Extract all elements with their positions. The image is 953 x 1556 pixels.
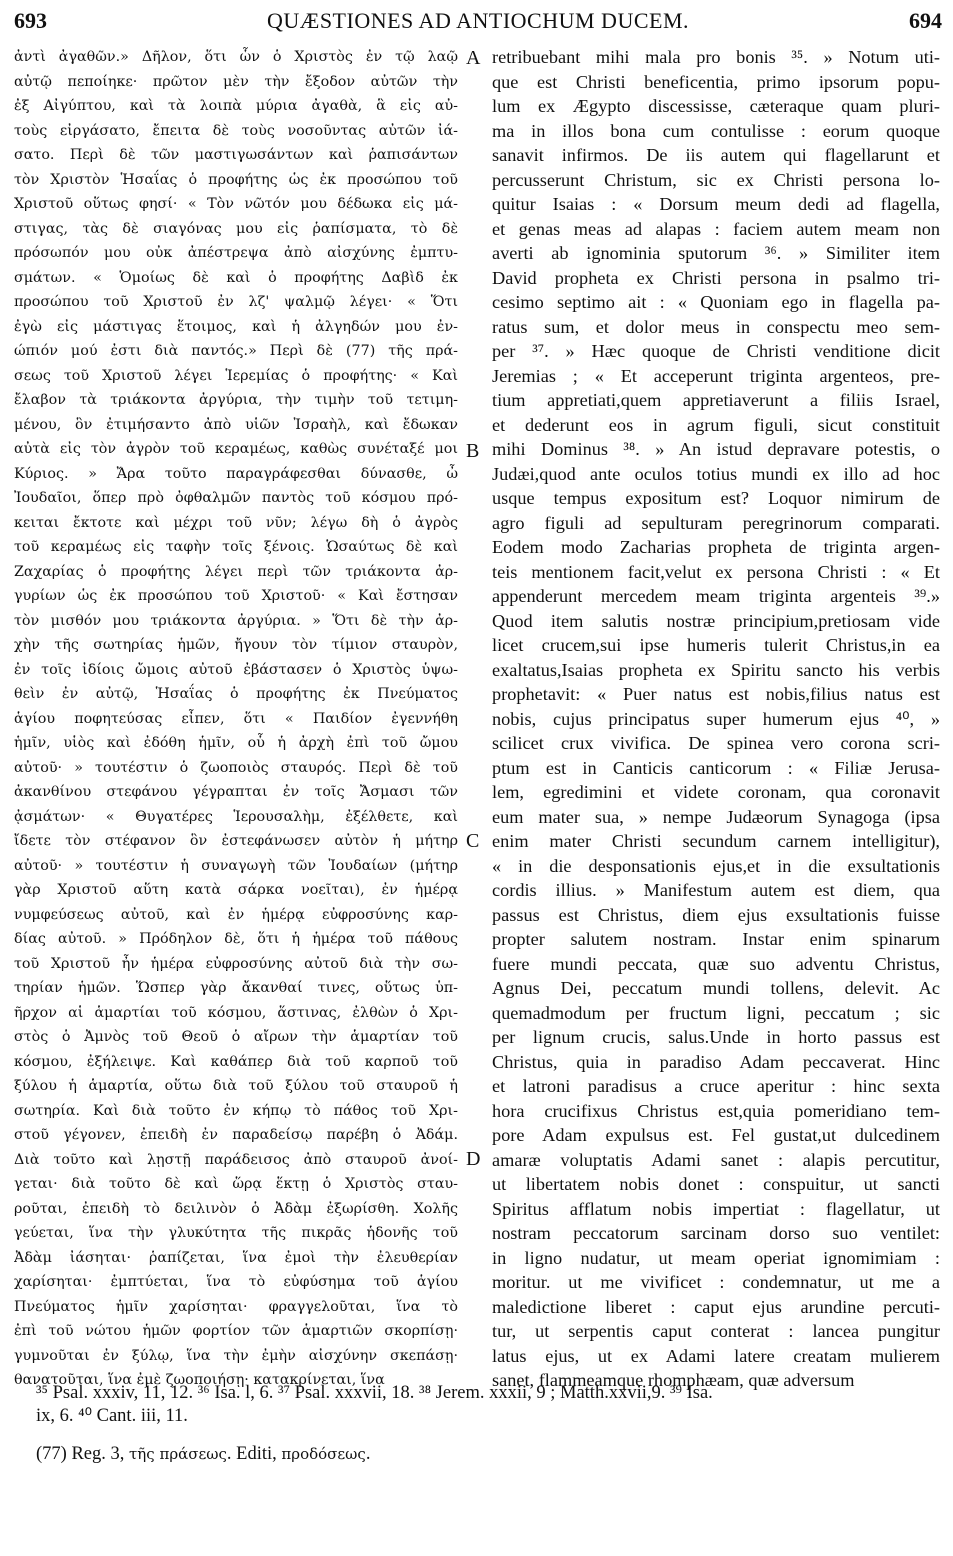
latin-text-line: et dederunt eos in agrum figuli, sicut constituit [492, 414, 940, 435]
latin-text-line: eum mater sua, » nempe Judæorum Synagoga (ipsa [492, 806, 940, 827]
greek-text-line: ἡμῖν, υἱὸς καὶ ἐδόθη ἡμῖν, οὗ ἡ ἀρχὴ ἐπὶ τοῦ ὤμου [14, 735, 458, 751]
greek-text-line: γεύεται, ἵνα τὴν γλυκύτητα τῆς πικρᾶς ἡδονῆς τοῦ [14, 1225, 458, 1241]
latin-text-line: cordis illius. » Manifestum autem est diem, qua [492, 880, 940, 900]
margin-letter-d: D [466, 1148, 481, 1170]
greek-text-line: ἐπὶ τοῦ νώτου ἡμῶν φορτίον τῶν ἁμαρτιῶν σκορπίσῃ· [14, 1323, 458, 1339]
latin-text-line: et latroni paradisus a cruce aperitur : hinc sexta [492, 1076, 940, 1096]
greek-text-line: ᾀσμάτων· « Θυγατέρες Ἱερουσαλὴμ, ἐξέλθετε, καὶ [14, 808, 458, 825]
greek-text-line: τοὺς εἰργάσατο, ἔπειτα δὲ τοὺς νοσοῦντας αὐτῶν ἰά- [14, 122, 458, 139]
greek-text-line: χὴν τῆς σωτηρίας ἡμῶν, ἤγουν τὸν τίμιον σταυρὸν, [14, 637, 458, 653]
greek-text-line: ροῦται, ἐπειδὴ τὸ δειλινὸν ὁ Ἀδὰμ ἐξωρίσθη. Χολῆς [14, 1200, 458, 1217]
latin-text-line: David propheta ex Christi persona in psalmo tri- [492, 267, 940, 288]
greek-text-line: θεὶν ἐν αὐτῷ, Ἡσαΐας ὁ προφήτης ἐκ Πνεύματος [14, 686, 458, 702]
greek-text-line: αὐτοῦ· » τουτέστιν ὁ ζωοποιὸς σταυρός. Περὶ δὲ τοῦ [14, 759, 458, 776]
latin-text-line: percusserunt Christum, sic ex Christi persona lo- [492, 169, 940, 190]
greek-text-line: τοῦ Χριστοῦ ἦν ἡμέρα εὐφροσύνης αὐτοῦ διὰ τὴν σω- [14, 955, 458, 972]
greek-text-line: ἀντὶ ἀγαθῶν.» Δῆλον, ὅτι ὧν ὁ Χριστὸς ἐν τῷ λαῷ [14, 49, 458, 65]
latin-text-line: tur, ut serpentis caput conterat : lancea pungitur [492, 1321, 940, 1341]
note-greek-reading: τῆς πράσεως [129, 1445, 227, 1463]
latin-text-line: usque tempus expositum est? Loquor nimirum de [492, 488, 940, 508]
latin-text-line: Jeremias ; « Et acceperunt triginta argenteos, pre- [492, 365, 940, 386]
latin-text-line: et genas meas ad alapas : faciem autem meam non [492, 218, 940, 239]
latin-text-line: mihi Dominus ³⁸. » An istud depravare potestis, o [492, 439, 940, 459]
greek-text-line: χαρίσηται· ἐμπτύεται, ἵνα τὸ εὐφύσημα τοῦ ἁγίου [14, 1274, 458, 1290]
latin-text-line: nostram peccatorum sarcinam dorso suo ventilet: [492, 1223, 940, 1243]
page-number-left: 693 [14, 8, 47, 33]
latin-text-line: ptum est in Canticis canticorum : « Filiæ Jerusa- [492, 757, 940, 778]
greek-text-line: Διὰ τοῦτο καὶ λῃστῇ παράδεισος ἀπὸ σταυροῦ ἀνοί- [14, 1151, 458, 1168]
greek-text-line: ἐξ Αἰγύπτου, καὶ τὰ λοιπὰ μύρια ἀγαθὰ, ἃ εἰς αὐ- [14, 98, 458, 114]
latin-text-line: cesimo septimo ait : « Quoniam ego in flagella pa- [492, 292, 940, 312]
latin-text-line: pore Adam expulsus est. Fel gustat,ut dulcedinem [492, 1125, 940, 1145]
latin-text-line: teis mentionem facit,velut ex persona Christi : « Et [492, 561, 940, 582]
latin-column [492, 45, 940, 1393]
latin-text-line: scilicet crux vivifica. De spinea vero corona scri- [492, 733, 940, 753]
note-suffix: . [365, 1444, 371, 1464]
latin-text-line: fuere mundi peccata, quæ suo adventu Christus, [492, 953, 940, 974]
latin-text-line: quemadmodum per fructum ligni, peccatum ; sic [492, 1002, 940, 1023]
latin-text-line: per ³⁷. » Hæc quoque de Christi venditione dicit [492, 341, 940, 361]
latin-text-line: tium appretiati,quem appretiaverunt a filiis Israel, [492, 390, 940, 410]
greek-text-line: αὐτῷ πεποίηκε· πρῶτον μὲν τὴν ἔξοδον αὐτῶν τὴν [14, 73, 458, 90]
note-greek-variant: προδόσεως [281, 1445, 366, 1463]
latin-text-line: licet crucem,sui ipse humeris tulerit Christus,in ea [492, 635, 940, 655]
greek-text-line: πρόσωπόν μου οὐκ ἀπέστρεψα ἀπὸ αἰσχύνης ἐμπτυ- [14, 245, 458, 261]
footnotes [36, 1382, 941, 1428]
latin-text-line: sanet, flammeamque rhomphæam, quæ adversum [492, 1370, 855, 1390]
greek-text-line: τὸν Χριστὸν Ἡσαΐας ὁ προφήτης ὡς ἐκ προσώπου τοῦ [14, 171, 458, 188]
latin-text-line: in ligno nudatur, ut meam operiat ignomimiam : [492, 1247, 940, 1268]
greek-text-line: κειται ἔκτοτε καὶ μέχρι τοῦ νῦν; λέγω δὴ ὁ ἀγρὸς [14, 514, 458, 531]
greek-text-line: ώπιόν μού ἐστι διὰ παντός.» Περὶ δὲ (77) τῆς πρά- [14, 343, 458, 359]
latin-text-line: agro figuli ad sepulturam peregrinorum comparati. [492, 512, 940, 533]
latin-text-line: Judæi,quod ante oculos totius mundi ex illo ad hoc [492, 463, 940, 484]
latin-text-line: Quod item salutis nostræ principium,pretiosam vide [492, 610, 940, 631]
latin-text-line: per lignum crucis, salus.Unde in horto passus est [492, 1027, 940, 1047]
greek-text-line: στὸς ὁ Ἀμνὸς τοῦ Θεοῦ ὁ αἴρων τὴν ἁμαρτίαν τοῦ [14, 1029, 458, 1045]
greek-text-line: τὸν μισθόν μου τριάκοντα ἀργύρια. » Ὅτι δὲ τὴν ἀρ- [14, 612, 458, 629]
greek-text-line: Ζαχαρίας ὁ προφήτης λέγει περὶ τῶν τριάκοντα ἀρ- [14, 563, 458, 580]
latin-text-line: latus ejus, ut ex Adami latere creatam mulierem [492, 1345, 940, 1366]
editorial-note [36, 1444, 370, 1465]
greek-text-line: Χριστοῦ οὕτως φησί· « Τὸν νῶτόν μου δέδωκα εἰς μά- [14, 196, 458, 212]
greek-text-line: σμάτων. « Ὁμοίως δὲ καὶ ὁ προφήτης Δαβὶδ ἐκ [14, 269, 458, 286]
greek-text-line: νυμφεύσεως αὐτοῦ, καὶ ἐν ἡμέρᾳ εὐφροσύνης καρ- [14, 906, 458, 923]
greek-text-line: αὐτὰ εἰς τὸν ἀγρὸν τοῦ κεραμέως, καθὼς συνέταξέ μοι [14, 441, 458, 457]
latin-text-line: Christus, quia in paradiso Adam peccaverat. Hinc [492, 1051, 940, 1072]
greek-text-line: γεται· διὰ τοῦτο δὲ καὶ ὥρᾳ ἕκτῃ ὁ Χριστὸς σταυ- [14, 1176, 458, 1192]
note-prefix: (77) Reg. 3, [36, 1444, 129, 1464]
latin-text-line: Spiritus afflatum nobis impertiat : flagellatur, ut [492, 1198, 940, 1219]
latin-text-line: prophetavit: « Puer natus est nobis,filius natus est [492, 684, 940, 704]
running-title: QUÆSTIONES AD ANTIOCHUM DUCEM. [266, 8, 690, 33]
greek-text-line: αὐτοῦ· » τουτέστιν ἡ συναγωγὴ τῶν Ἰουδαίων (μήτηρ [14, 857, 458, 874]
greek-text-line: ξύλου ἡ ἁμαρτία, οὕτω διὰ τοῦ ξύλου τοῦ σταυροῦ ἡ [14, 1078, 458, 1094]
latin-text-line: maledictione liberet : caput ejus arundine percuti- [492, 1296, 940, 1317]
latin-text-line: ut libertatem nobis donet : conspuitur, ut sancti [492, 1174, 940, 1194]
greek-text-line: γυρίων ὡς ἐκ προσώπου τοῦ Χριστοῦ· « Καὶ ἔστησαν [14, 588, 458, 604]
latin-text-line: hora crucifixus Christus est,quia pomeridiano tem- [492, 1100, 940, 1121]
latin-text-line: lum ex Ægypto discessisse, cæteraque quam pluri- [492, 96, 940, 116]
margin-letter-b: B [466, 440, 480, 462]
latin-text-line: retribuebant mihi mala pro bonis ³⁵. » Notum uti- [492, 47, 940, 67]
latin-text-line: nobis, cujus principatus super humerum ejus ⁴⁰, » [492, 708, 940, 729]
greek-text-line: ἐγὼ εἰς μάστιγας ἕτοιμος, καὶ ἡ ἀλγηδών μου ἐν- [14, 318, 458, 335]
latin-text-line: que est Christi beneficentia, primo ipsorum popu- [492, 71, 940, 92]
greek-text-line: προσώπου τοῦ Χριστοῦ ἐν λζ' ψαλμῷ λέγει· « Ὅτι [14, 294, 458, 310]
greek-text-line: Πνεύματος ἡμῖν χαρίσηται· φραγγελοῦται, ἵνα τὸ [14, 1298, 458, 1315]
greek-text-line: σωτηρία. Καὶ διὰ τοῦτο ἐν κήπῳ τὸ πάθος τοῦ Χρι- [14, 1102, 458, 1119]
margin-letter-c: C [466, 830, 480, 852]
latin-text-line: « in die desponsationis ejus,et in die exsultationis [492, 855, 940, 876]
latin-text-line: averti ab ignominia sputorum ³⁶. » Similiter item [492, 243, 940, 263]
latin-text-line: moritur. ut me vivificet : condemnatur, ut me a [492, 1272, 940, 1292]
greek-text-line: μένου, ὃν ἐτιμήσαντο ἀπὸ υἱῶν Ἰσραὴλ, καὶ ἔδωκαν [14, 416, 458, 433]
greek-text-line: δίας αὐτοῦ. » Πρόδηλον δὲ, ὅτι ἡ ἡμέρα τοῦ πάθους [14, 931, 458, 947]
margin-letter-a: A [466, 47, 481, 69]
latin-text-line: ratus sum, et dolor meus in conspectu meo sem- [492, 316, 940, 337]
greek-text-line: Ἀδὰμ ἰάσηται· ῥαπίζεται, ἵνα ἐμοὶ τὴν ἐλευθερίαν [14, 1249, 458, 1266]
greek-text-line: ἀκανθίνου στεφάνου γέγραπται ἐν τοῖς Ἄσμασι τῶν [14, 784, 458, 800]
latin-text-line: passus est Christus, diem ejus exsultationis fuisse [492, 904, 940, 925]
latin-text-line: appenderunt mercedem meam triginta argenteis ³⁹.» [492, 586, 940, 606]
greek-text-line: ἔλαβον τὰ τριάκοντα ἀργύρια, τὴν τιμὴν τοῦ τετιμη- [14, 392, 458, 408]
greek-text-line: γυμνοῦται ἐν ξύλῳ, ἵνα τὴν ἐμὴν αἰσχύνην σκεπάσῃ· [14, 1347, 458, 1364]
greek-text-line: γὰρ Χριστοῦ αὕτη κατὰ σάρκα νοεῖται), ἐν ἡμέρᾳ [14, 882, 458, 898]
greek-text-line: ἴδετε τὸν στέφανον ὃν ἐστεφάνωσεν αὐτὸν ἡ μήτηρ [14, 833, 458, 849]
latin-text-line: lem, egredimini et videte coronam, qua coronavit [492, 782, 940, 802]
page-header [14, 8, 942, 38]
latin-text-line: enim mater Christi secundum carnem intelligitur), [492, 831, 940, 851]
latin-text-line: sanavit infirmos. De iis autem qui flagellarunt et [492, 145, 940, 165]
latin-text-line: exaltatus,Isaias propheta ex Spiritu sancto his verbis [492, 659, 940, 680]
greek-column [14, 45, 458, 1393]
latin-text-line: Eodem modo Zacharias propheta de triginta argen- [492, 537, 940, 557]
greek-text-line: στιγας, τὰς δὲ σιαγόνας μου εἰς ῥαπίσματα, τὸ δὲ [14, 220, 458, 237]
footnote-line: ix, 6. ⁴⁰ Cant. iii, 11. [36, 1406, 188, 1426]
greek-text-line: τοῦ κεραμέως εἰς ταφὴν τοῖς ξένοις. Ὡσαύτως δὲ καὶ [14, 539, 458, 555]
greek-text-line: ἁγίου ποφητεύσας εἶπεν, ὅτι « Παιδίον ἐγεννήθη [14, 710, 458, 727]
greek-text-line: Ἰουδαῖοι, ὅπερ πρὸ ὀφθαλμῶν παντὸς τοῦ κόσμου πρό- [14, 490, 458, 506]
latin-text-line: propter salutem nostram. Instar enim spinarum [492, 929, 940, 949]
greek-text-line: Κύριος. » Ἄρα τοῦτο παραγράφεσθαι δύνασθε, ὦ [14, 465, 458, 482]
latin-text-line: ma in illos bona cum contulisse : eorum quoque [492, 120, 940, 141]
latin-text-line: Agnus Dei, peccatum mundi tollens, delevit. Ac [492, 978, 940, 998]
greek-text-line: τηρίαν ἡμῶν. Ὥσπερ γὰρ ἄκανθαί τινες, οὕτως ὑπ- [14, 980, 458, 996]
greek-text-line: σεως τοῦ Χριστοῦ λέγει Ἱερεμίας ὁ προφήτης· « Καὶ [14, 367, 458, 384]
latin-text-line: quitur Isaias : « Dorsum meum dedi ad flagella, [492, 194, 940, 214]
footnote-line: ³⁵ Psal. xxxiv, 11, 12. ³⁶ Isa. l, 6. ³⁷ Psal. xxxvii, 18. ³⁸ Jerem. xxxii, 9 ; Matth.xxvii,9. ³⁹ Isa. [36, 1383, 713, 1403]
page-number-right: 694 [909, 8, 942, 33]
greek-text-line: ἐν τοῖς ἰδίοις ὤμοις αὐτοῦ ἐβάστασεν ὁ Χριστὸς ὑψω- [14, 661, 458, 678]
greek-text-line: κόσμου, ἐξήλειψε. Καὶ καθάπερ διὰ τοῦ καρποῦ τοῦ [14, 1053, 458, 1070]
greek-text-line: σατο. Περὶ δὲ τῶν μαστιγωσάντων καὶ ῥαπισάντων [14, 147, 458, 163]
note-middle: . Editi, [226, 1444, 282, 1464]
latin-text-line: amaræ voluptatis Adami sanet : alapis percutitur, [492, 1149, 940, 1170]
greek-text-line: στοῦ γέγονεν, ἐπειδὴ ἐν παραδείσῳ παρέβη ὁ Ἀδάμ. [14, 1127, 458, 1143]
greek-text-line: θανατοῦται, ἵνα ἐμὲ ζωοποιήσῃ· κατακρίνεται, ἵνα [14, 1372, 385, 1388]
greek-text-line: ῆρχον αἱ ἁμαρτίαι τοῦ κόσμου, ἅστινας, ἐλθὼν ὁ Χρι- [14, 1004, 458, 1021]
